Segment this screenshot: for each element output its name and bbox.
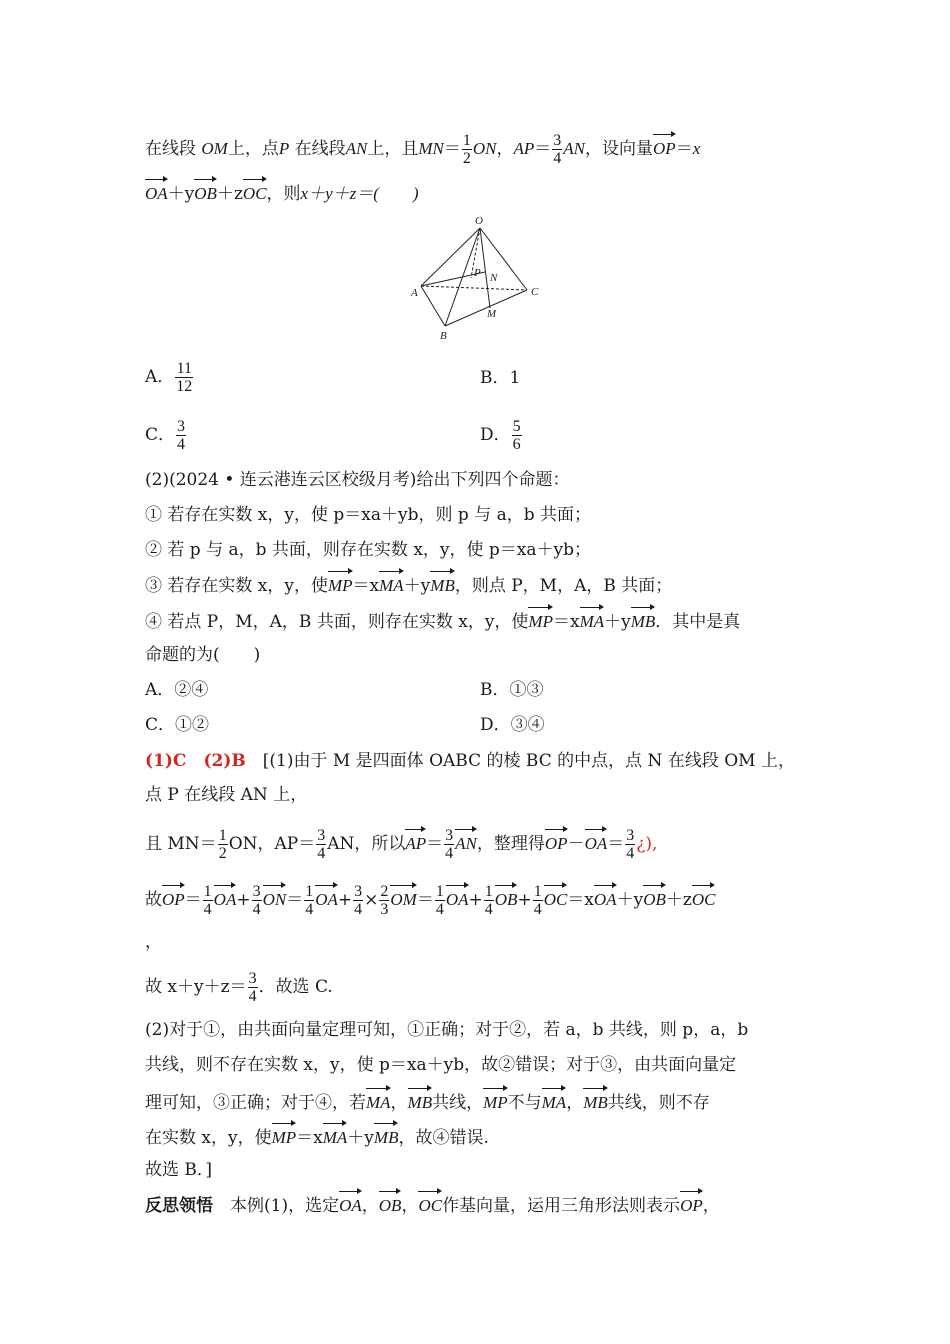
figure-label-p: P <box>474 267 481 279</box>
solution-p2-line-2: 共线，则不存在实数 x，y，使 p＝xa＋yb，故②错误；对于③，由共面向量定 <box>145 1055 737 1075</box>
answer-2: (2)B <box>203 751 246 771</box>
vector-oc: OC <box>243 176 267 206</box>
vector-oa: OA <box>145 176 168 206</box>
q2-option-b: B．①③ <box>480 680 544 700</box>
q2-statement-1: ① 若存在实数 x，y，使 p＝xa＋yb，则 p 与 a，b 共面； <box>145 505 592 525</box>
fraction-half: $\frac{1}{2}$ <box>462 132 471 167</box>
q2-statement-4-cont: 命题的为( ) <box>145 645 261 665</box>
solution-p2-line-3: 理可知，③正确；对于④，若MA，MB共线，MP不与MA，MB共线，则不存 <box>145 1085 710 1115</box>
solution-line-5: 故 x＋y＋z＝ $\frac{3}{4}$ ．故选 C. <box>145 970 333 1005</box>
vector-mp: MP <box>328 568 353 598</box>
vector-mb: MB <box>430 568 455 598</box>
q2-statement-4: ④ 若点 P，M，A，B 共面，则存在实数 x，y，使MP＝xMA＋yMB．其中是真 <box>145 604 740 634</box>
solution-line-4-comma: ， <box>145 932 162 952</box>
vector-mp: MP <box>528 604 553 634</box>
q1-option-b: B．1 <box>480 368 521 388</box>
edge-ab <box>421 286 445 326</box>
solution-p2-line-1: (2)对于①，由共面向量定理可知，①正确；对于②，若 a，b 共线，则 p，a，b <box>145 1020 749 1040</box>
q2-statement-2: ② 若 p 与 a，b 共面，则存在实数 x，y，使 p＝xa＋yb； <box>145 540 592 560</box>
reflection-line: 反思领悟 本例(1)，选定OA，OB，OC作基向量，运用三角形法则表示OP， <box>145 1188 720 1218</box>
figure-label-m: M <box>487 308 497 320</box>
figure-label-a: A <box>411 287 418 299</box>
q2-option-d: D．③④ <box>480 715 545 735</box>
vector-mb: MB <box>631 604 656 634</box>
solution-line-3: 且 MN＝ $\frac{1}{2}$ ON，AP＝ $\frac{3}{4}$ AN，所以AP＝ $\frac{3}{4}$ AN，整理得OP－OA＝ $\frac{3}{4}$ ¿), <box>145 827 658 862</box>
solution-line-2: 点 P 在线段 AN 上， <box>145 785 308 805</box>
edge-bc <box>445 290 527 326</box>
vector-ma: MA <box>580 604 605 634</box>
vector-ob: OB <box>194 176 217 206</box>
fraction-three-quarters: $\frac{3}{4}$ <box>553 132 562 167</box>
figure-label-b: B <box>440 330 447 342</box>
figure-label-c: C <box>531 286 539 298</box>
q1-option-a: A． $\frac{11}{12}$ <box>145 360 193 395</box>
vector-ma: MA <box>379 568 404 598</box>
figure-label-n: N <box>490 272 498 284</box>
q2-statement-3: ③ 若存在实数 x，y，使MP＝xMA＋yMB，则点 P，M，A，B 共面； <box>145 568 672 598</box>
solution-line-4: 故OP＝ $\frac{1}{4}$ OA+ $\frac{3}{4}$ ON＝ $\frac{1}{4}$ OA+ $\frac{3}{4}$ × $\frac{2}{3}$ OM＝ $\frac{1}{4}$ OA+ $\frac{1}{4}$ OB+ $\frac{1}{4}$ OC＝xOA＋yOB＋zOC <box>145 883 716 918</box>
solution-line-1: (1)C (2)B [(1)由于 M 是四面体 OABC 的棱 BC 的中点，点 N 在线段 OM 上， <box>145 751 795 771</box>
q2-option-c: C．①② <box>145 715 210 735</box>
reflection-title: 反思领悟 <box>145 1196 213 1216</box>
q1-option-d: D． $\frac{5}{6}$ <box>480 418 521 453</box>
q1-line-2: OA＋yOB＋zOC，则x＋y＋z＝( ) <box>145 176 419 206</box>
vector-op: OP <box>653 131 676 161</box>
tetrahedron-figure <box>405 212 555 344</box>
q2-intro: (2)(2024 • 连云港连云区校级月考)给出下列四个命题： <box>145 470 570 490</box>
edge-ac-hidden <box>421 286 527 290</box>
solution-p2-line-4: 在实数 x，y，使MP＝xMA＋yMB，故④错误. <box>145 1120 489 1150</box>
q2-option-a: A．②④ <box>145 680 209 700</box>
answer-1: (1)C <box>145 751 187 771</box>
q1-option-c: C． $\frac{3}{4}$ <box>145 418 186 453</box>
solution-p2-line-5: 故选 B．] <box>145 1160 213 1180</box>
figure-label-o: O <box>475 215 483 227</box>
q1-line-1: 在线段 OM上，点P 在线段AN上，且MN＝ $\frac{1}{2}$ ON，AP＝ $\frac{3}{4}$ AN，设向量OP＝x <box>145 132 701 167</box>
